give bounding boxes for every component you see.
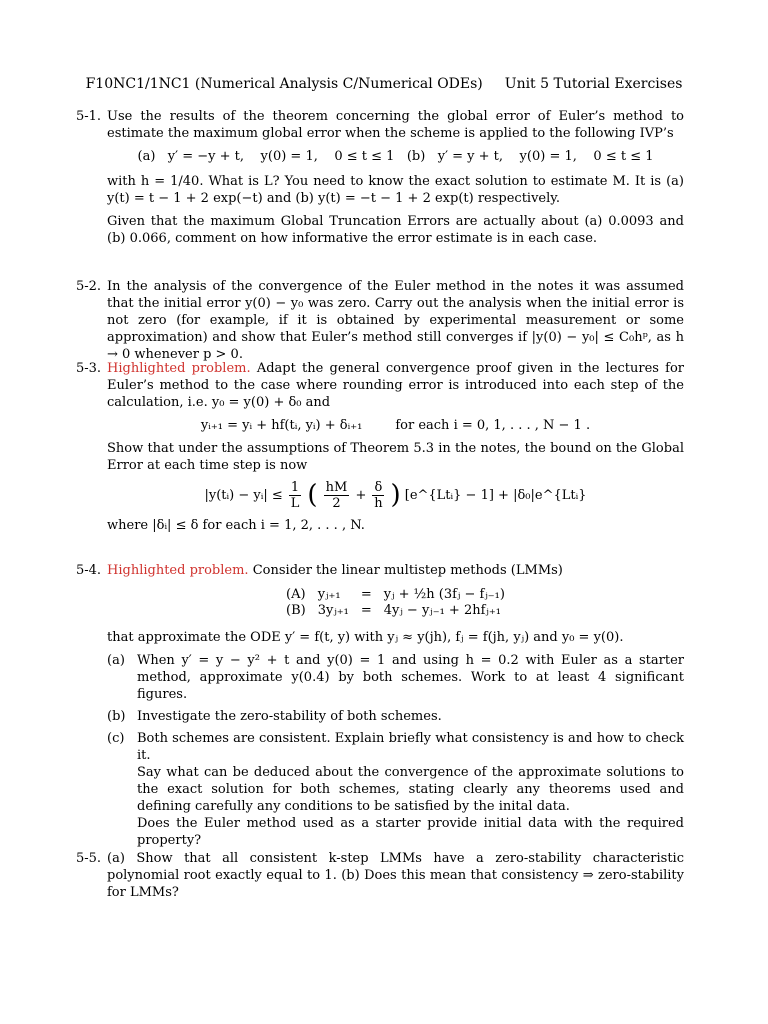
lmm-label: (A) [286,587,306,602]
problem-text: Use the results of the theorem concerning the global error of Euler’s method to estimate the maximum global error when the scheme is applied to the following IVP’s [107,109,684,141]
denominator: 2 [332,496,341,511]
lmm-equations [280,587,511,619]
subpart-text: Investigate the zero-stability of both schemes. [137,709,442,724]
ivp-equations [107,148,684,165]
highlight-label: Highlighted problem. [107,563,249,578]
ivp-a: (a) y′ = −y + t, y(0) = 1, 0 ≤ t ≤ 1 [137,149,395,164]
numerator: hM [325,480,348,495]
subpart-label: (b) [107,709,126,724]
problem-text: that approximate the ODE y′ = f(t, y) with yⱼ ≈ y(jh), fⱼ = f(jh, yⱼ) and y₀ = y(0). [107,630,624,645]
bound-tail: [e^{Ltᵢ} − 1] + |δ₀|e^{Ltᵢ} [404,488,587,503]
denominator: h [374,496,383,511]
right-paren: ) [390,480,401,510]
numerator: δ [374,480,383,495]
subpart-text: Say what can be deduced about the convergence of the approximate solutions to the exact solution for both schemes, stating clearly any theorems used and defining carefully any conditions to be satisfied by the inital data. [137,765,684,814]
subpart-label: (a) [107,653,125,668]
problem-number: 5-3. [76,361,102,376]
problem-number: 5-4. [76,563,102,578]
numerator: 1 [290,480,300,495]
problem-5-3 [76,360,684,540]
problem-text: Show that under the assumptions of Theorem 5.3 in the notes, the bound on the Global Error at each time step is now [107,441,684,473]
problem-text: In the analysis of the convergence of the Euler method in the notes it was assumed that the initial error y(0) − y₀ was zero. Carry out the analysis when the initial error is not zero (for example, if it is obtained by experimental measurement or some approximation) and show that Euler’s method still converges if |y(0) − y₀| ≤ C₀hᵖ, as h → 0 whenever p > 0. [107,279,684,362]
highlight-label: Highlighted problem. [107,361,251,376]
sheet-title: Unit 5 Tutorial Exercises [504,76,683,92]
problem-text: Adapt the general convergence proof given in the lectures for Euler’s method to the case where rounding error is introduced into each step of the calculation, i.e. y₀ = y(0) + δ₀ and [107,361,684,410]
recurrence-equation: yᵢ₊₁ = yᵢ + hf(tᵢ, yᵢ) + δᵢ₊₁ for each i = 0, 1, . . . , N − 1 . [200,418,591,433]
problem-5-5 [76,850,684,907]
problem-text: Consider the linear multistep methods (LMMs) [252,563,563,578]
lmm-row-a [280,587,511,603]
lmm-row-b [280,603,511,619]
course-title: F10NC1/1NC1 (Numerical Analysis C/Numerical ODEs) [85,76,483,92]
subpart-text: Does the Euler method used as a starter provide initial data with the required property? [137,816,684,848]
problem-text: with h = 1/40. What is L? You need to know the exact solution to estimate M. It is (a) y(t) = t − 1 + 2 exp(−t) and (b) y(t) = −t − 1 + 2 exp(t) respectively. [107,174,684,206]
subpart-c [107,730,684,849]
problem-5-4 [76,562,684,854]
denominator: L [290,496,300,511]
subpart-b [107,708,684,725]
problem-number: 5-2. [76,279,102,294]
fraction-delta-over-h [372,480,384,511]
left-paren: ( [307,480,318,510]
page-header [0,76,768,93]
problem-number: 5-5. [76,851,102,866]
problem-number: 5-1. [76,109,102,124]
lmm-equals: = [360,603,372,618]
fraction-hM-over-2 [324,480,350,511]
lmm-label: (B) [286,603,306,618]
fraction-one-over-L [289,480,301,511]
problem-5-2 [76,278,684,369]
problem-text: (a) Show that all consistent k-step LMMs have a zero-stability characteristic polynomial root exactly equal to 1. (b) Does this mean that consistency ⇒ zero-stability for LMMs? [107,851,684,900]
problem-text: where |δᵢ| ≤ δ for each i = 1, 2, . . . , N. [107,518,365,533]
lmm-rhs: 4yⱼ − yⱼ₋₁ + 2hfⱼ₊₁ [383,603,501,618]
lmm-rhs: yⱼ + ½h (3fⱼ − fⱼ₋₁) [383,587,505,602]
subpart-label: (c) [107,731,125,746]
problem-5-1 [76,108,684,253]
subparts [107,652,684,849]
error-bound-equation: |y(tᵢ) − yᵢ| ≤ $\frac{1}{L}$ ( $\frac{hM}{2}$ + $\frac{\delta}{h}$ ) [e^{Ltᵢ} − 1] + |δ₀|e^{Ltᵢ} [204,480,587,511]
lmm-lhs: 3yⱼ₊₁ [317,603,349,618]
ivp-b: (b) y′ = y + t, y(0) = 1, 0 ≤ t ≤ 1 [406,149,654,164]
lmm-equals: = [360,587,372,602]
problem-text: Given that the maximum Global Truncation Errors are actually about (a) 0.0093 and (b) 0.066, comment on how informative the error estimate is in each case. [107,214,684,246]
bound-lhs: |y(tᵢ) − yᵢ| ≤ [204,488,283,503]
subpart-text: When y′ = y − y² + t and y(0) = 1 and using h = 0.2 with Euler as a starter method, approximate y(0.4) by both schemes. Work to at least 4 significant figures. [137,653,684,702]
lmm-lhs: yⱼ₊₁ [317,587,341,602]
subpart-a [107,652,684,703]
subpart-text: Both schemes are consistent. Explain briefly what consistency is and how to check it. [137,731,684,763]
